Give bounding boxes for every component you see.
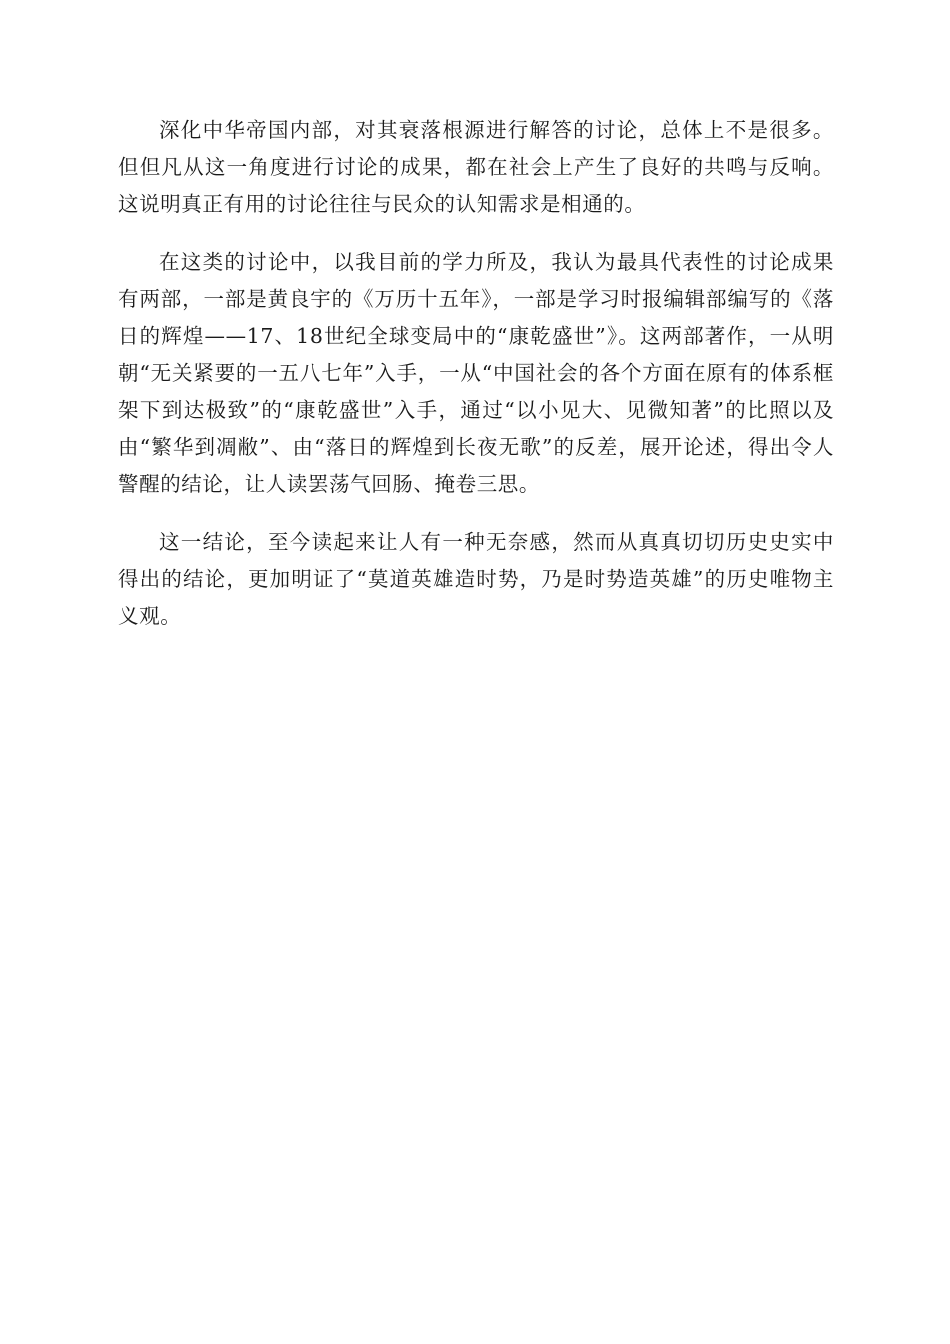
paragraph-3: 这一结论，至今读起来让人有一种无奈感，然而从真真切切历史史实中得出的结论，更加明证了“莫道英雄造时势，乃是时势造英雄”的历史唯物主义观。 xyxy=(118,530,834,628)
document-body xyxy=(118,112,834,656)
paragraph-1: 深化中华帝国内部，对其衰落根源进行解答的讨论，总体上不是很多。但但凡从这一角度进行讨论的成果，都在社会上产生了良好的共鸣与反响。这说明真正有用的讨论往往与民众的认知需求是相通的。 xyxy=(118,118,834,216)
paragraph-2: 在这类的讨论中，以我目前的学力所及，我认为最具代表性的讨论成果有两部，一部是黄良宇的《万历十五年》，一部是学习时报编辑部编写的《落日的辉煌——17、18世纪全球变局中的“康乾盛世”》。这两部著作，一从明朝“无关紧要的一五八七年”入手，一从“中国社会的各个方面在原有的体系框架下到达极致”的“康乾盛世”入手，通过“以小见大、见微知著”的比照以及由“繁华到凋敝”、由“落日的辉煌到长夜无歌”的反差，展开论述，得出令人警醒的结论，让人读罢荡气回肠、掩卷三思。 xyxy=(118,250,834,496)
